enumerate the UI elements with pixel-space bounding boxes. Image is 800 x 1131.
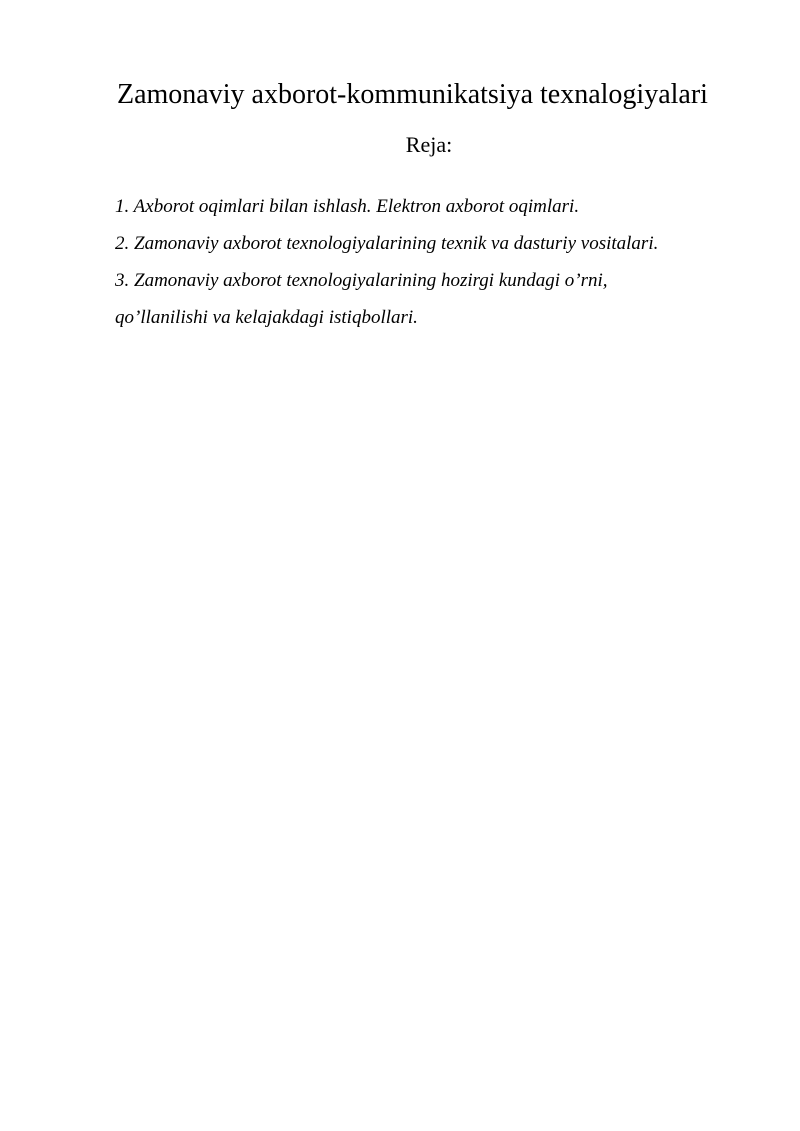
plan-line: 3. Zamonaviy axborot texnologiyalarining hozirgi kundagi o’rni, — [115, 270, 608, 291]
plan-line: 2. Zamonaviy axborot texnologiyalarining texnik va dasturiy vositalari. — [115, 233, 659, 254]
document-title: Zamonaviy axborot-kommunikatsiya texnalogiyalari — [117, 79, 708, 110]
plan-line: 1. Axborot oqimlari bilan ishlash. Elektron axborot oqimlari. — [115, 196, 580, 217]
plan-line: qo’llanilishi va kelajakdagi istiqbollari. — [115, 307, 418, 328]
plan-heading: Reja: — [405, 132, 453, 157]
plan-list — [115, 188, 775, 336]
